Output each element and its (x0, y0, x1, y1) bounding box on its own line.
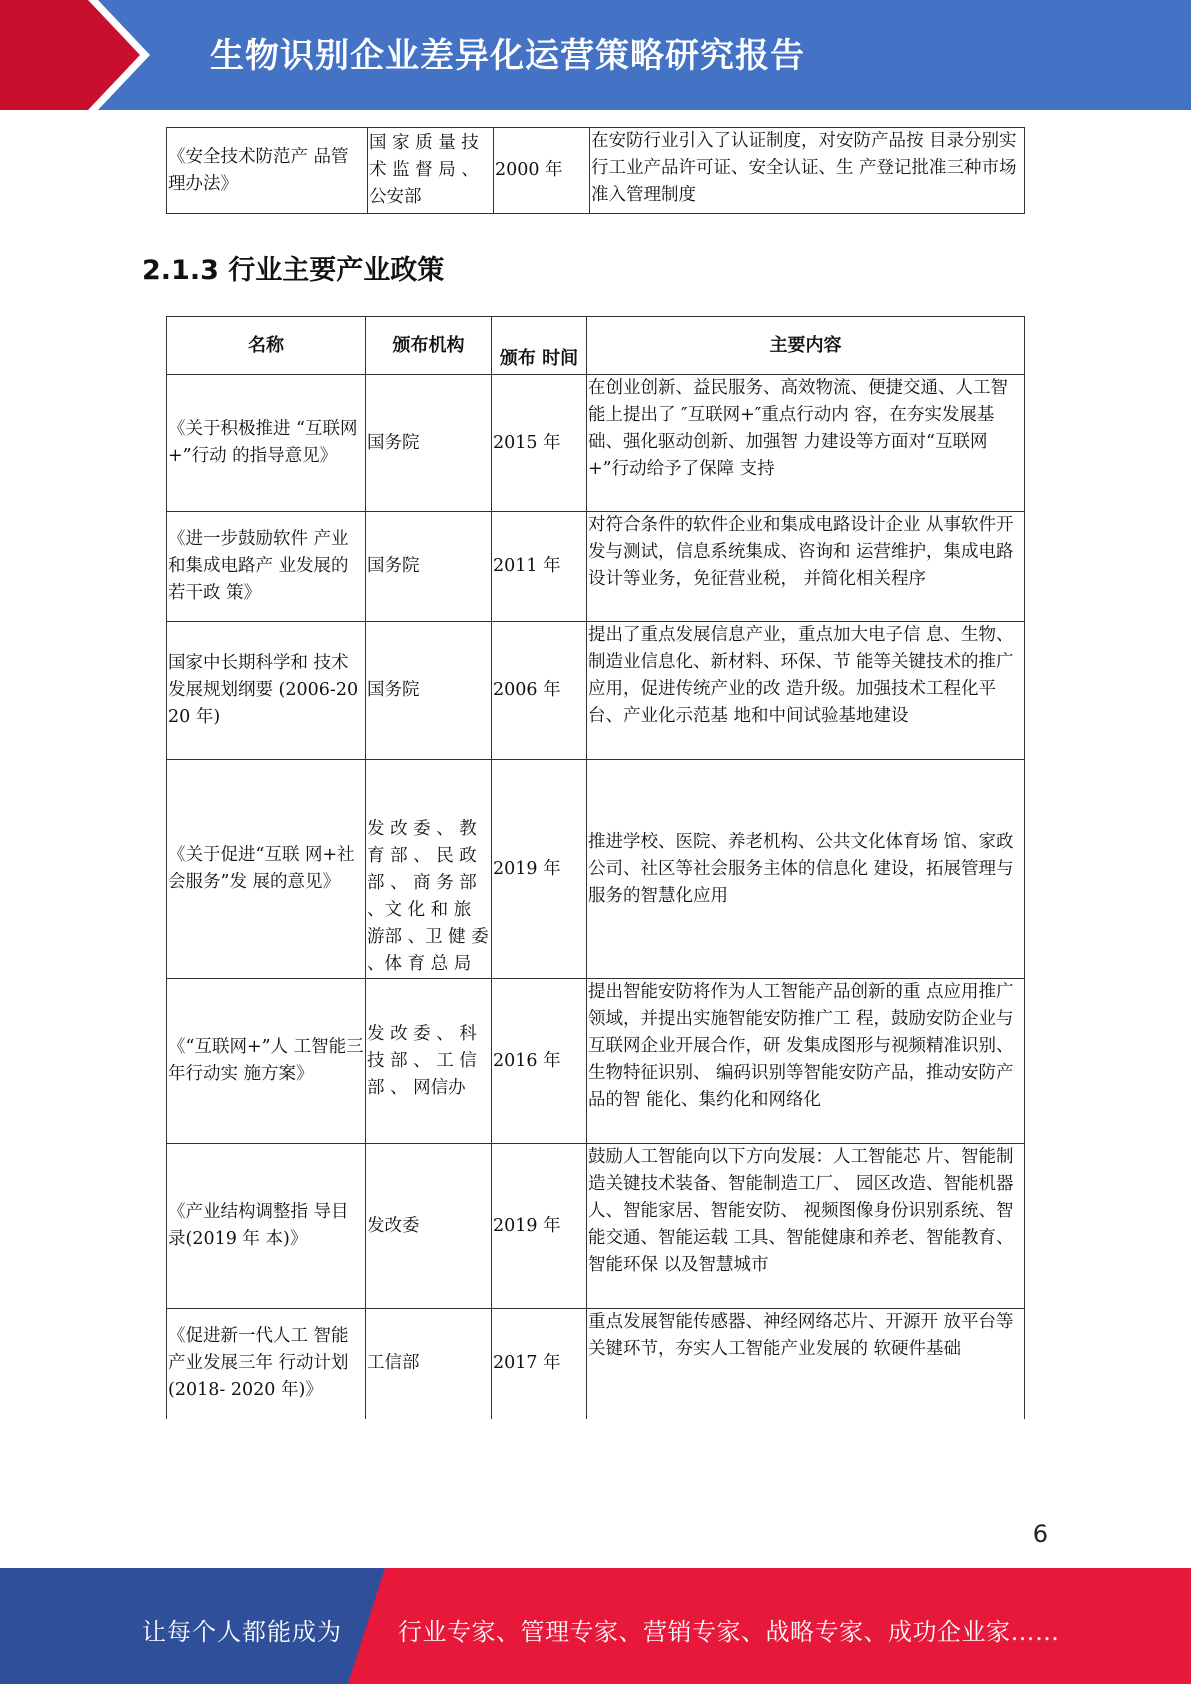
policy-table (166, 316, 1025, 1419)
policy-year-cell: 2011 年 (492, 512, 587, 622)
header-red-chevron (0, 0, 140, 110)
top-policy-table (166, 127, 1025, 214)
page-footer (0, 1568, 1191, 1684)
section-heading: 2.1.3 行业主要产业政策 (142, 255, 445, 286)
policy-name-cell: 《关于促进“互联 网+社会服务”发 展的意见》 (167, 760, 366, 979)
policy-content-cell: 推进学校、医院、养老机构、公共文化体育场 馆、家政公司、社区等社会服务主体的信息化 建设，拓展管理与服务的智慧化应用 (587, 760, 1025, 979)
policy-year-cell: 2017 年 (492, 1309, 587, 1419)
policy-org-cell: 国务院 (366, 512, 492, 622)
policy-org-cell: 国务院 (366, 375, 492, 512)
policy-content-cell: 在安防行业引入了认证制度，对安防产品按 目录分别实行工业产品许可证、安全认证、生 产登记批准三种市场准入管理制度 (590, 128, 1025, 214)
page-number: 6 (1032, 1520, 1048, 1548)
policy-year-cell: 2019 年 (492, 1144, 587, 1309)
policy-content-cell: 鼓励人工智能向以下方向发展：人工智能芯 片、智能制造关键技术装备、智能制造工厂、 园区改造、智能机器人、智能家居、智能安防、 视频图像身份识别系统、智能交通、智能运载 工具、智能健康和养老、智能教育、智能环保 以及智慧城市 (587, 1144, 1025, 1309)
policy-org-cell: 工信部 (366, 1309, 492, 1419)
policy-content-cell: 提出智能安防将作为人工智能产品创新的重 点应用推广领域，并提出实施智能安防推广工 程，鼓励安防企业与互联网企业开展合作，研 发集成图形与视频精准识别、生物特征识别、 编码识别等智能安防产品，推动安防产品的智 能化、集约化和网络化 (587, 979, 1025, 1144)
policy-content-cell: 重点发展智能传感器、神经网络芯片、开源开 放平台等关键环节，夯实人工智能产业发展的 软硬件基础 (587, 1309, 1025, 1419)
table-row (167, 1144, 1025, 1309)
footer-slogan-left: 让每个人都能成为 (142, 1618, 342, 1646)
policy-org-cell: 发改委 (366, 1144, 492, 1309)
page-header (0, 0, 1191, 110)
table-row (167, 512, 1025, 622)
policy-name-cell: 《产业结构调整指 导目录(2019 年 本)》 (167, 1144, 366, 1309)
report-title: 生物识别企业差异化运营策略研究报告 (210, 36, 805, 76)
table-row (167, 760, 1025, 979)
table-row (167, 979, 1025, 1144)
column-header-content: 主要内容 (587, 317, 1025, 375)
policy-content-cell: 提出了重点发展信息产业，重点加大电子信 息、生物、制造业信息化、新材料、环保、节 能等关键技术的推广应用，促进传统产业的改 造升级。加强技术工程化平台、产业化示范基 地和中间试验基地建设 (587, 622, 1025, 760)
policy-year-cell: 2015 年 (492, 375, 587, 512)
table-row (167, 128, 1025, 214)
table-row (167, 1309, 1025, 1419)
table-header-row (167, 317, 1025, 375)
column-header-time: 颁布 时间 (492, 317, 587, 375)
policy-name-cell: 《“互联网+”人 工智能三年行动实 施方案》 (167, 979, 366, 1144)
policy-year-cell: 2000 年 (494, 128, 590, 214)
table-row (167, 622, 1025, 760)
policy-content-cell: 对符合条件的软件企业和集成电路设计企业 从事软件开发与测试，信息系统集成、咨询和 运营维护，集成电路设计等业务，免征营业税， 并简化相关程序 (587, 512, 1025, 622)
policy-name-cell: 《进一步鼓励软件 产业和集成电路产 业发展的若干政 策》 (167, 512, 366, 622)
policy-org-cell: 发 改 委 、 教育 部 、 民 政部 、 商 务 部 、文 化 和 旅 游部 、卫 健 委 、体 育 总 局 (366, 760, 492, 979)
footer-slogan-right: 行业专家、管理专家、营销专家、战略专家、成功企业家…… (398, 1618, 1060, 1646)
table-row (167, 375, 1025, 512)
policy-org-cell: 发 改 委 、 科技 部 、 工 信部 、 网信办 (366, 979, 492, 1144)
policy-year-cell: 2006 年 (492, 622, 587, 760)
policy-name-cell: 国家中长期科学和 技术发展规划纲要 (2006-2020 年) (167, 622, 366, 760)
policy-org-cell: 国 家 质 量 技术 监 督 局 、公安部 (368, 128, 494, 214)
policy-year-cell: 2019 年 (492, 760, 587, 979)
policy-name-cell: 《关于积极推进 “互联网+”行动 的指导意见》 (167, 375, 366, 512)
policy-year-cell: 2016 年 (492, 979, 587, 1144)
policy-name-cell: 《安全技术防范产 品管理办法》 (167, 128, 368, 214)
column-header-name: 名称 (167, 317, 366, 375)
policy-org-cell: 国务院 (366, 622, 492, 760)
policy-name-cell: 《促进新一代人工 智能产业发展三年 行动计划(2018- 2020 年)》 (167, 1309, 366, 1419)
policy-content-cell: 在创业创新、益民服务、高效物流、便捷交通、人工智能上提出了 ″互联网+″重点行动内 容，在夯实发展基础、强化驱动创新、加强智 力建设等方面对“互联网+”行动给予了保障 支持 (587, 375, 1025, 512)
column-header-org: 颁布机构 (366, 317, 492, 375)
